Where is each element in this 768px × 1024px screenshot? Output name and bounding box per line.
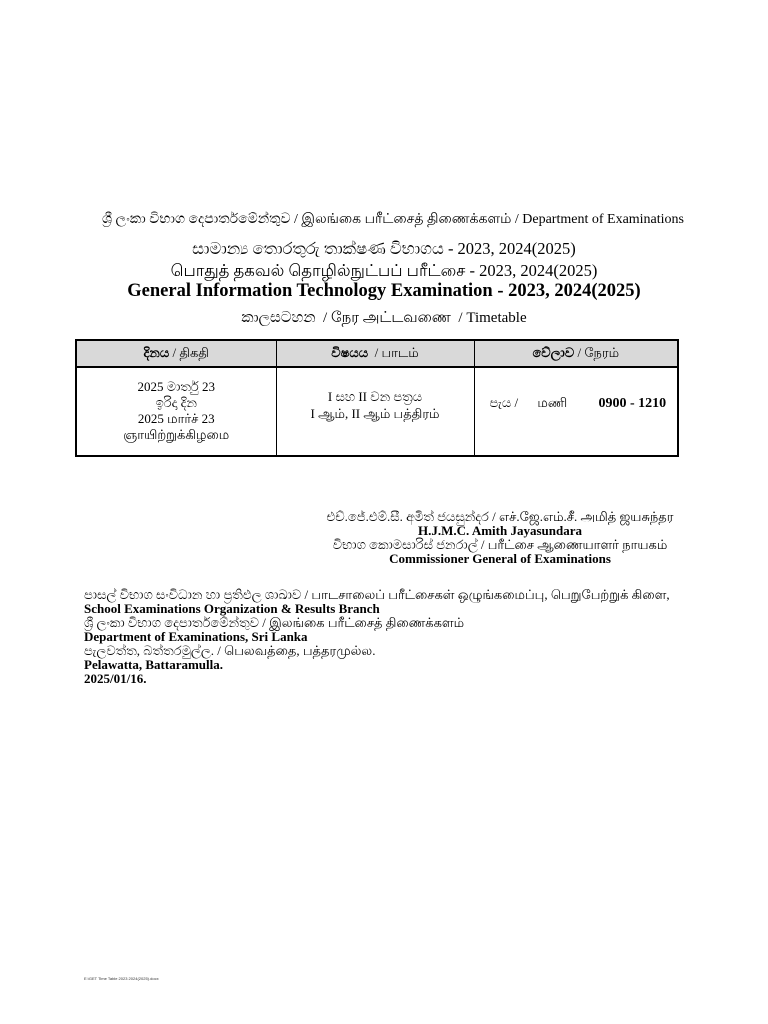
signatory-title-local: විභාග කොමසාරිස් ජනරාල් / பரீட்சை ஆணையாளர் நாயகம்: [332, 537, 668, 552]
paper-sinhala: I සහ II වන පත්‍රය: [327, 389, 423, 404]
table-header-row: [76, 340, 678, 367]
timetable-label-en: Timetable: [466, 310, 527, 326]
date-cell: [76, 367, 276, 456]
dept-tamil: இலங்கை பரீட்சைத் திணைக்களம்: [301, 212, 512, 227]
day-tamil: ஞாயிற்றுக்கிழமை: [123, 427, 230, 442]
title-tamil: பொதுத் தகவல் தொழில்நுட்பப் பரீட்சை - 2023, 2024(2025): [170, 261, 598, 280]
paper-tamil: I ஆம், II ஆம் பத்திரம்: [310, 406, 440, 421]
signatory-title-english: Commissioner General of Examinations: [389, 551, 611, 566]
time-unit-tamil: மணி: [537, 395, 568, 410]
timetable-table: [75, 339, 679, 457]
header-date: දිනය / திகதி: [76, 340, 276, 367]
day-sinhala: ඉරිදා දින: [155, 395, 197, 410]
title-sinhala: සාමාන්‍ය තොරතුරු තාක්ෂණ විභාගය - 2023, 2024(2025): [192, 239, 576, 258]
address-line-dept-local: ශ්‍රී ලංකා විභාග දෙපාර්තමේන්තුව / இலங்கை பரீட்சைத் திணைக்களம்: [84, 615, 465, 630]
footer-filename: E:\GET Time Table 2023 2024(2025).docx: [84, 976, 159, 981]
timetable-label-si: කාලසටහන: [241, 310, 316, 326]
address-line-city-english: Pelawatta, Battaramulla.: [84, 657, 224, 672]
signatory-name-english: H.J.M.C. Amith Jayasundara: [418, 523, 582, 538]
timetable-label: කාලසටහන / நேர அட்டவணை / Timetable: [241, 310, 527, 326]
dept-english: Department of Examinations: [522, 212, 684, 227]
signatory-name-local: එච්.ජේ.එම්.සී. අමිත් ජයසුන්දර / எச்.ஜே.எம்.சீ. அமித் ஜயசுந்தர: [326, 509, 674, 524]
time-cell: පැය / மணி 0900 - 1210: [474, 367, 678, 456]
separator: /: [294, 212, 298, 227]
date-tamil: 2025 மார்ச் 23: [137, 411, 215, 426]
time-unit-sinhala: පැය: [489, 395, 512, 410]
address-line-branch-english: School Examinations Organization & Results Branch: [84, 601, 380, 616]
date-sinhala: 2025 මාර්තු 23: [137, 379, 216, 394]
address-line-dept-english: Department of Examinations, Sri Lanka: [84, 629, 308, 644]
table-row: [76, 367, 678, 456]
exam-time: 0900 - 1210: [598, 396, 667, 411]
department-header: [84, 212, 684, 229]
paper-cell: [276, 367, 474, 456]
timetable-label-ta: நேர அட்டவணை: [330, 310, 451, 326]
document-date: 2025/01/16.: [84, 671, 147, 686]
header-subject: විෂයය / பாடம்: [276, 340, 474, 367]
dept-sinhala: ශ්‍රී ලංකා විභාග දෙපාර්තමේන්තුව: [102, 212, 291, 227]
title-english: General Information Technology Examination - 2023, 2024(2025): [127, 281, 641, 301]
address-line-branch-local: පාසල් විභාග සංවිධාන හා ප්‍රතිඵල ශාඛාව / பாடசாலைப் பரீட்சைகள் ஒழுங்கமைப்பு, பெறுபேற்றுக் கிளை,: [84, 587, 670, 602]
address-line-city-local: පැලවත්ත, බත්තරමුල්ල. / பெலவத்தை, பத்தரமுல்ல.: [84, 643, 376, 658]
separator: /: [514, 212, 519, 227]
header-time: වේලාව / நேரம்: [474, 340, 678, 367]
